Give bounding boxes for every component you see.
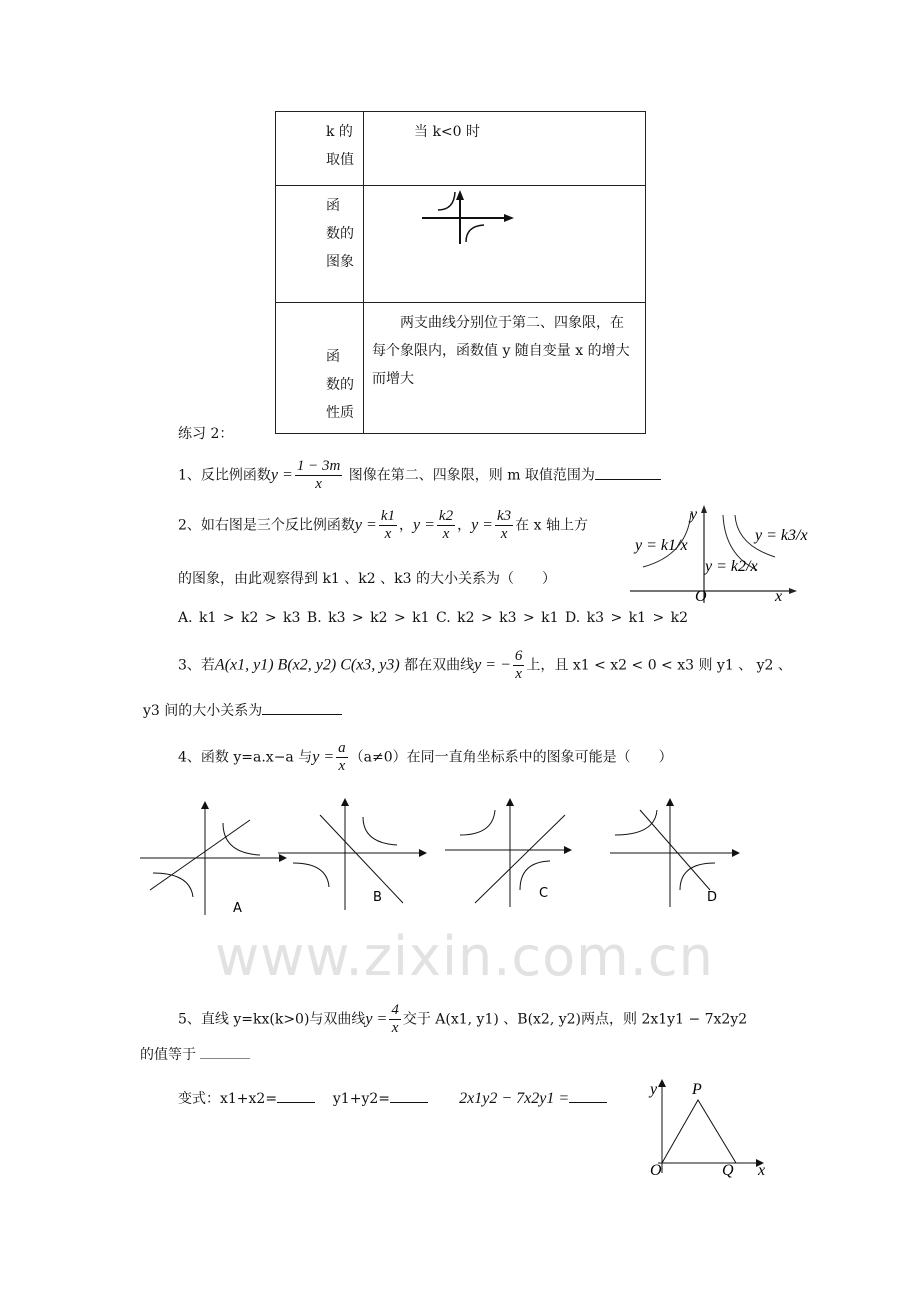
q5-line2 — [140, 1044, 250, 1064]
q2-den: x — [384, 526, 392, 542]
q4-prefix: 4、函数 y=a.x−a 与 — [178, 749, 313, 766]
pq-q: Q — [722, 1162, 734, 1179]
graph-c[interactable] — [445, 800, 570, 907]
q2-fig-x: x — [775, 588, 783, 605]
question-3 — [178, 648, 792, 683]
row-value-properties: 两支曲线分别位于第二、四象限，在每个象限内，函数值 y 随自变量 x 的增大而增大 — [364, 303, 646, 434]
q2-fig-y: y — [690, 506, 698, 523]
variant-a-blank[interactable] — [277, 1088, 315, 1103]
q5-answer-blank[interactable] — [200, 1044, 250, 1059]
q5-num: 4 — [391, 1002, 399, 1018]
q4-den: x — [338, 758, 346, 774]
variant-b-blank[interactable] — [390, 1088, 428, 1103]
q4-graphs — [135, 795, 755, 920]
q1-suffix: 图像在第二、四象限，则 m 取值范围为 — [348, 467, 595, 484]
watermark: www.zixin.com.cn — [215, 925, 714, 988]
row-label-k: k 的取值 — [276, 112, 364, 186]
row-value-graph — [364, 186, 646, 303]
graph-c-label: C — [539, 886, 549, 901]
q2-fig-label-1: y = k1/x — [635, 537, 688, 554]
q5-den: x — [391, 1020, 399, 1036]
graph-d[interactable] — [610, 800, 738, 907]
option-b[interactable]: B. k3 > k2 > k1 — [306, 610, 430, 626]
q5-y: y = — [365, 1010, 388, 1028]
pq-p: P — [692, 1081, 702, 1098]
variant-line — [178, 1088, 607, 1108]
q3-num: 6 — [514, 648, 523, 664]
variant-a: x1+x2= — [220, 1091, 278, 1107]
graph-b-label: B — [373, 890, 382, 905]
row-label-graph: 函 数的图象 — [276, 186, 364, 303]
q1-y: y = — [270, 466, 293, 484]
q2-f2-num: k2 — [438, 508, 454, 524]
question-5 — [178, 1002, 747, 1037]
option-c[interactable]: C. k2 > k3 > k1 — [435, 610, 559, 626]
q2-f3-num: k3 — [496, 508, 512, 524]
graph-a[interactable] — [140, 803, 285, 916]
pq-o: O — [650, 1162, 662, 1179]
option-d[interactable]: D. k3 > k1 > k2 — [564, 610, 689, 626]
q2-figure — [625, 505, 808, 605]
q3-line2 — [143, 700, 342, 720]
q3-suffix: 上，且 x1 < x2 < 0 < x3 则 y1 、 y2 、 — [526, 657, 792, 674]
q2-den: x — [442, 526, 450, 542]
q2-fig-o: O — [695, 588, 707, 605]
question-2: 2、如右图是三个反比例函数y = $\frac{k1}{x}$ ，y = $\frac{k2}{x}$ ，y = $\frac{k3}{x}$ 在 x 轴上方 — [178, 508, 588, 542]
q3-y: y = − — [474, 656, 511, 674]
practice-title: 练习 2： — [178, 426, 234, 442]
q2-fig-label-2: y = k2/x — [705, 558, 758, 575]
row-value-k: 当 k<0 时 — [364, 112, 646, 186]
row-label-properties: 函 数的性质 — [276, 303, 364, 434]
q2-f1-num: k1 — [380, 508, 395, 524]
q1-den: x — [315, 476, 322, 492]
q5-line2-text: 的值等于 — [140, 1047, 196, 1063]
q2-den: x — [500, 526, 508, 542]
q3-answer-blank[interactable] — [262, 700, 342, 715]
q3-line2-text: y3 间的大小关系为 — [143, 703, 263, 719]
variant-label: 变式： — [178, 1091, 220, 1107]
q4-suffix: （a≠0）在同一直角坐标系中的图象可能是（ ） — [349, 749, 673, 766]
question-1 — [178, 458, 661, 493]
variant-c: 2x1y2 − 7x2y1 = — [459, 1090, 570, 1107]
hyperbola-k-negative-icon — [418, 188, 518, 248]
question-4 — [178, 740, 673, 775]
option-a[interactable]: A. k1 > k2 > k3 — [178, 610, 301, 626]
q2-mid: 在 x 轴上方 — [515, 517, 588, 534]
pq-figure — [640, 1078, 775, 1178]
q3-prefix: 3、若 — [178, 657, 215, 674]
pq-x: x — [758, 1162, 766, 1179]
q2-line2: 的图象，由此观察得到 k1 、k2 、k3 的大小关系为（ ） — [178, 571, 556, 587]
q1-fraction — [295, 458, 342, 493]
q1-text: 1、反比例函数 — [178, 467, 271, 484]
q5-prefix: 5、直线 y=kx(k>0)与双曲线 — [178, 1011, 366, 1028]
q4-num: a — [338, 740, 346, 756]
q1-num: 1 − 3m — [296, 458, 341, 474]
graph-b[interactable] — [278, 800, 425, 910]
graph-a-label: A — [233, 901, 242, 916]
q4-y: y = — [312, 748, 335, 766]
graph-d-label: D — [707, 890, 718, 905]
q2-fig-label-3: y = k3/x — [755, 527, 808, 544]
q1-answer-blank[interactable] — [595, 465, 661, 480]
q3-points: A(x1, y1) B(x2, y2) C(x3, y3) — [214, 656, 400, 674]
variant-b: y1+y2= — [332, 1091, 390, 1107]
q2-text: 2、如右图是三个反比例函数 — [178, 517, 355, 534]
q5-suffix: 交于 A(x1, y1) 、B(x2, y2)两点，则 2x1y1 − 7x2y2 — [402, 1011, 748, 1028]
q3-den: x — [515, 666, 522, 682]
q3-mid: 都在双曲线 — [404, 657, 475, 674]
properties-table — [275, 111, 646, 434]
q2-options — [178, 610, 688, 626]
pq-y: y — [650, 1081, 658, 1098]
variant-c-blank[interactable] — [569, 1088, 607, 1103]
